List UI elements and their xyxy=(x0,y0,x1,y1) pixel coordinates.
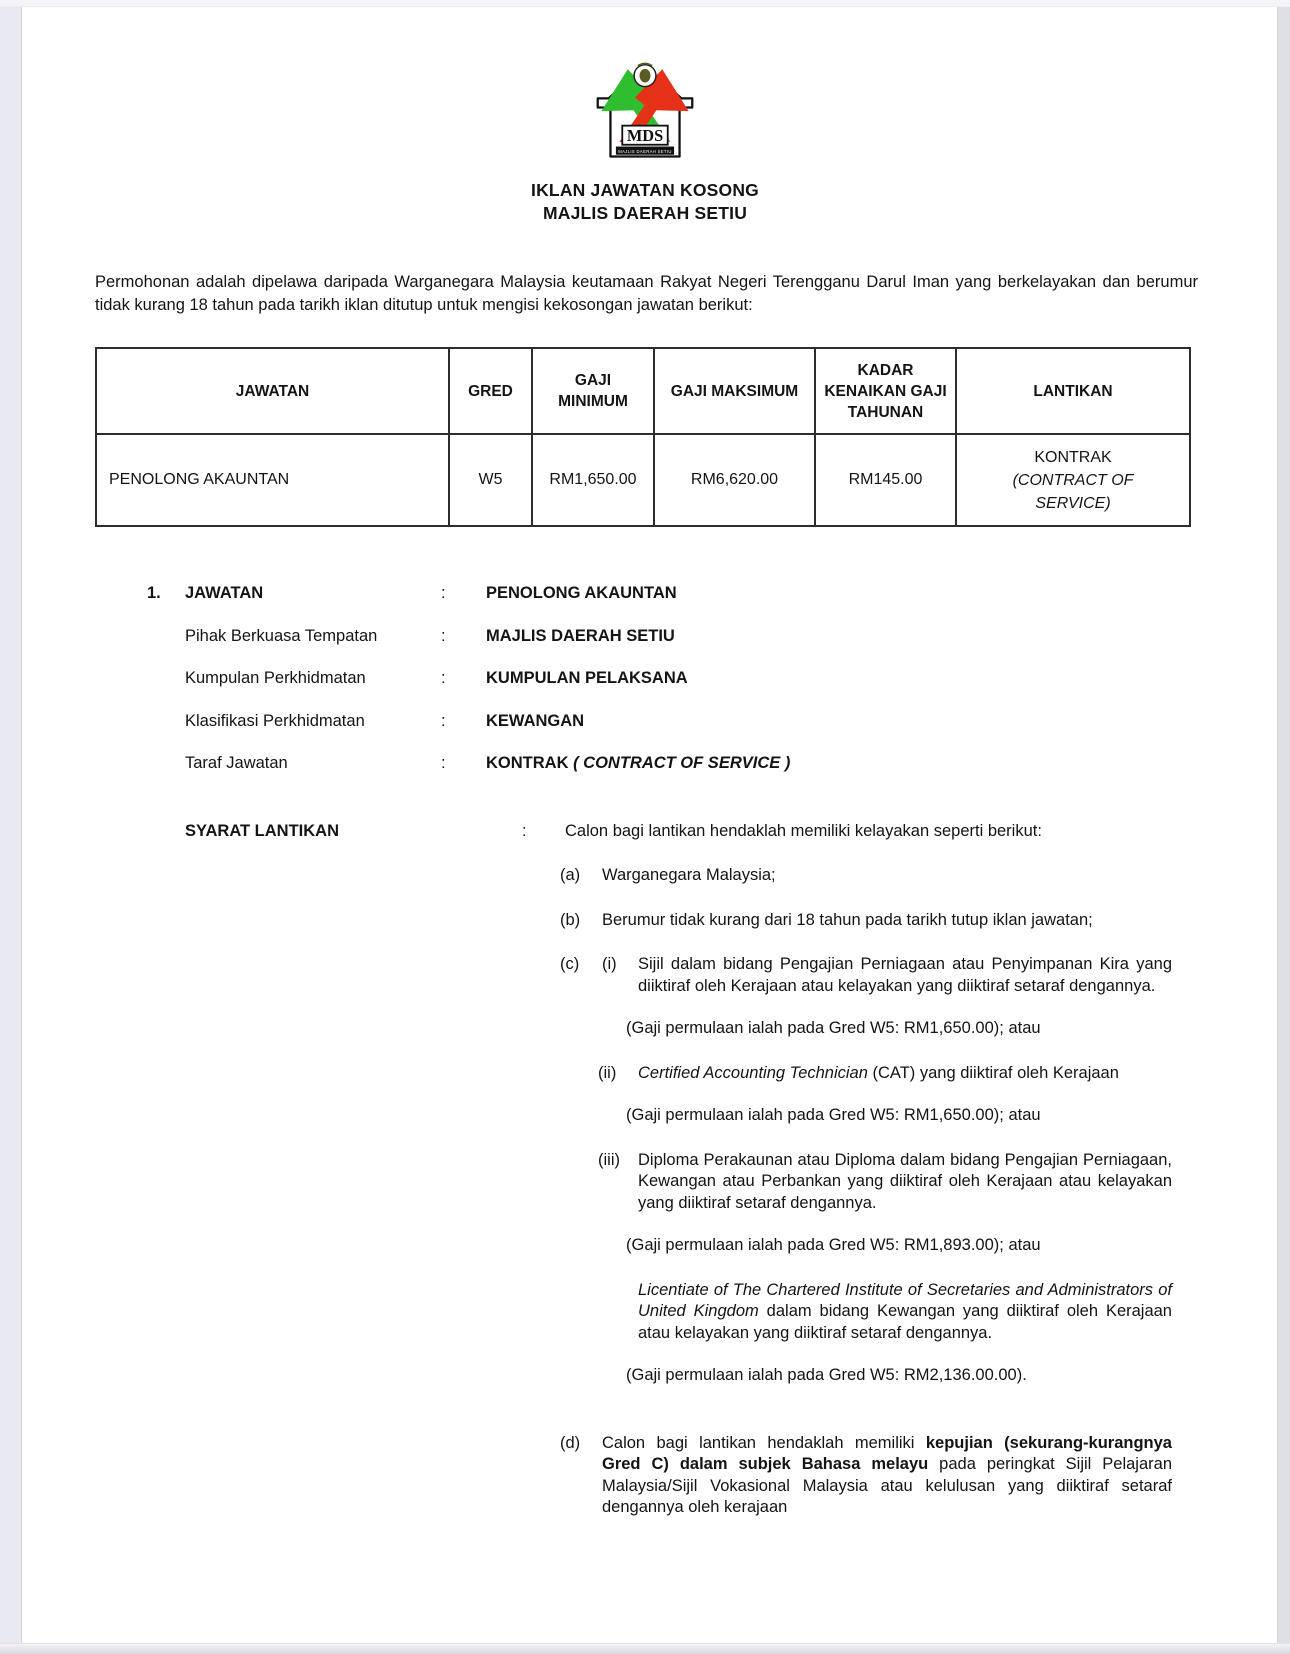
detail-label: JAWATAN xyxy=(185,584,264,602)
detail-value: MAJLIS DAERAH SETIU xyxy=(486,626,675,645)
cell-lantikan xyxy=(956,434,1190,526)
sub-item-marker: (iii) xyxy=(598,1150,620,1169)
detail-row-klasifikasi xyxy=(185,711,1290,733)
table-header-kadar-kenaikan: KADAR KENAIKAN GAJI TAHUNAN xyxy=(815,348,956,434)
detail-label: Kumpulan Perkhidmatan xyxy=(185,669,366,687)
detail-row-kumpulan xyxy=(185,668,1290,690)
syarat-intro: Calon bagi lantikan hendaklah memiliki kelayakan seperti berikut: xyxy=(565,821,1042,840)
mds-logo xyxy=(585,60,705,169)
item-text: Sijil dalam bidang Pengajian Perniagaan atau Penyimpanan Kira yang diiktiraf oleh Kerajaan atau kelayakan yang diiktiraf setaraf dengannya. xyxy=(638,955,1172,995)
licentiate-rest: dalam bidang Kewangan yang diiktiraf oleh Kerajaan atau kelayakan yang diiktiraf setaraf dengannya. xyxy=(638,1302,1172,1342)
cell-jawatan: PENOLONG AKAUNTAN xyxy=(96,434,449,526)
detail-row-pihak-berkuasa xyxy=(185,626,1290,648)
table-header-row xyxy=(96,348,1190,434)
detail-value: KUMPULAN PELAKSANA xyxy=(486,669,688,687)
table-header-jawatan: JAWATAN xyxy=(96,348,449,434)
mds-logo-icon xyxy=(585,60,705,164)
item-marker: (a) xyxy=(560,866,581,884)
licentiate-italic: Licentiate of The Chartered Institute of Secretaries and Administrators of United Kingdom xyxy=(638,1280,1172,1320)
sub-item-marker: (i) xyxy=(602,955,617,973)
item-marker: (b) xyxy=(560,910,581,929)
table-header-gaji-maksimum: GAJI MAKSIMUM xyxy=(654,348,815,434)
detail-row-jawatan xyxy=(147,583,1290,605)
syarat-lantikan-row xyxy=(185,821,1290,843)
vacancy-table xyxy=(95,347,1191,527)
syarat-label: SYARAT LANTIKAN xyxy=(185,821,340,840)
requirement-item-c-i xyxy=(560,954,1172,997)
requirement-item-b xyxy=(560,910,1172,932)
detail-colon: : xyxy=(441,754,446,772)
item-text xyxy=(602,1433,1172,1519)
logo-banner-text: MAJLIS DAERAH SETIU xyxy=(618,148,672,154)
detail-row-taraf xyxy=(185,753,1290,775)
document-title-line2: MAJLIS DAERAH SETIU xyxy=(542,203,748,223)
table-header-gred: GRED xyxy=(449,348,532,434)
cell-gaji-minimum: RM1,650.00 xyxy=(532,434,654,526)
document-title-line1: IKLAN JAWATAN KOSONG xyxy=(531,180,759,200)
requirement-item-a xyxy=(560,865,1172,887)
table-row xyxy=(96,434,1190,526)
item-text-post: pada peringkat Sijil Pelajaran Malaysia/Sijil Vokasional Malaysia atau kelulusan yang diiktiraf setaraf dengannya oleh kerajaan xyxy=(602,1455,1172,1516)
detail-label: Klasifikasi Perkhidmatan xyxy=(185,711,365,730)
table-header-gaji-minimum: GAJI MINIMUM xyxy=(532,348,654,434)
detail-label: Taraf Jawatan xyxy=(185,754,288,772)
salary-note-licentiate: (Gaji permulaan ialah pada Gred W5: RM2,136.00.00). xyxy=(626,1366,1027,1384)
document-title xyxy=(0,179,1290,225)
salary-note-ii: (Gaji permulaan ialah pada Gred W5: RM1,650.00); atau xyxy=(626,1106,1041,1124)
requirement-item-c-iii xyxy=(598,1150,1172,1215)
page-edge-bottom xyxy=(0,1643,1290,1654)
logo-acronym: MDS xyxy=(626,126,664,146)
item-marker: (d) xyxy=(560,1433,581,1452)
item-text-italic: Certified Accounting Technician xyxy=(638,1063,868,1082)
cell-kadar-kenaikan: RM145.00 xyxy=(815,434,956,526)
table-header-lantikan: LANTIKAN xyxy=(956,348,1190,434)
taraf-main: KONTRAK xyxy=(486,754,574,772)
requirement-item-d xyxy=(560,1433,1172,1519)
item-text: Warganegara Malaysia; xyxy=(602,866,776,884)
taraf-italic: ( CONTRACT OF SERVICE ) xyxy=(573,754,791,772)
detail-colon: : xyxy=(441,711,446,730)
item-text-pre: Calon bagi lantikan hendaklah memiliki xyxy=(602,1433,926,1452)
page-edge-left xyxy=(0,0,22,1654)
item-marker: (c) xyxy=(560,955,580,973)
detail-value xyxy=(486,753,790,775)
salary-note-iii: (Gaji permulaan ialah pada Gred W5: RM1,893.00); atau xyxy=(626,1236,1041,1254)
cell-gaji-maksimum: RM6,620.00 xyxy=(654,434,815,526)
detail-value: PENOLONG AKAUNTAN xyxy=(486,584,677,602)
salary-note-i: (Gaji permulaan ialah pada Gred W5: RM1,650.00); atau xyxy=(626,1019,1041,1037)
syarat-colon: : xyxy=(522,821,527,840)
cell-gred: W5 xyxy=(449,434,532,526)
sub-item-marker: (ii) xyxy=(598,1063,617,1082)
detail-colon: : xyxy=(441,584,446,602)
item-text-bold: kepujian (sekurang-kurangnya Gred C) dalam subjek Bahasa melayu xyxy=(602,1433,1172,1473)
item-text xyxy=(638,1063,1172,1085)
detail-colon: : xyxy=(441,669,446,687)
page-edge-top xyxy=(0,0,1290,7)
licentiate-paragraph xyxy=(638,1280,1172,1345)
detail-value: KEWANGAN xyxy=(486,711,585,730)
item-text-rest: (CAT) yang diiktiraf oleh Kerajaan xyxy=(867,1063,1119,1082)
item-text: Berumur tidak kurang dari 18 tahun pada tarikh tutup iklan jawatan; xyxy=(602,910,1093,929)
item-text: Diploma Perakaunan atau Diploma dalam bidang Pengajian Perniagaan, Kewangan atau Perbankan yang diiktiraf oleh Kerajaan atau kelayakan yang diiktiraf setaraf dengannya. xyxy=(638,1150,1172,1212)
page-edge-right xyxy=(1277,0,1290,1654)
intro-paragraph: Permohonan adalah dipelawa daripada Warganegara Malaysia keutamaan Rakyat Negeri Terengganu Darul Iman yang berkelayakan dan berumur tidak kurang 18 tahun pada tarikh iklan ditutup untuk mengisi kekosongan jawatan berikut: xyxy=(95,273,1198,314)
cell-lantikan-main: KONTRAK xyxy=(1034,448,1112,466)
requirement-item-c-ii xyxy=(598,1063,1172,1085)
detail-label: Pihak Berkuasa Tempatan xyxy=(185,626,378,645)
job-details-section xyxy=(0,583,1290,1519)
detail-colon: : xyxy=(441,626,446,645)
section-number: 1. xyxy=(147,584,161,602)
cell-lantikan-sub: (CONTRACT OF SERVICE) xyxy=(1012,471,1134,512)
